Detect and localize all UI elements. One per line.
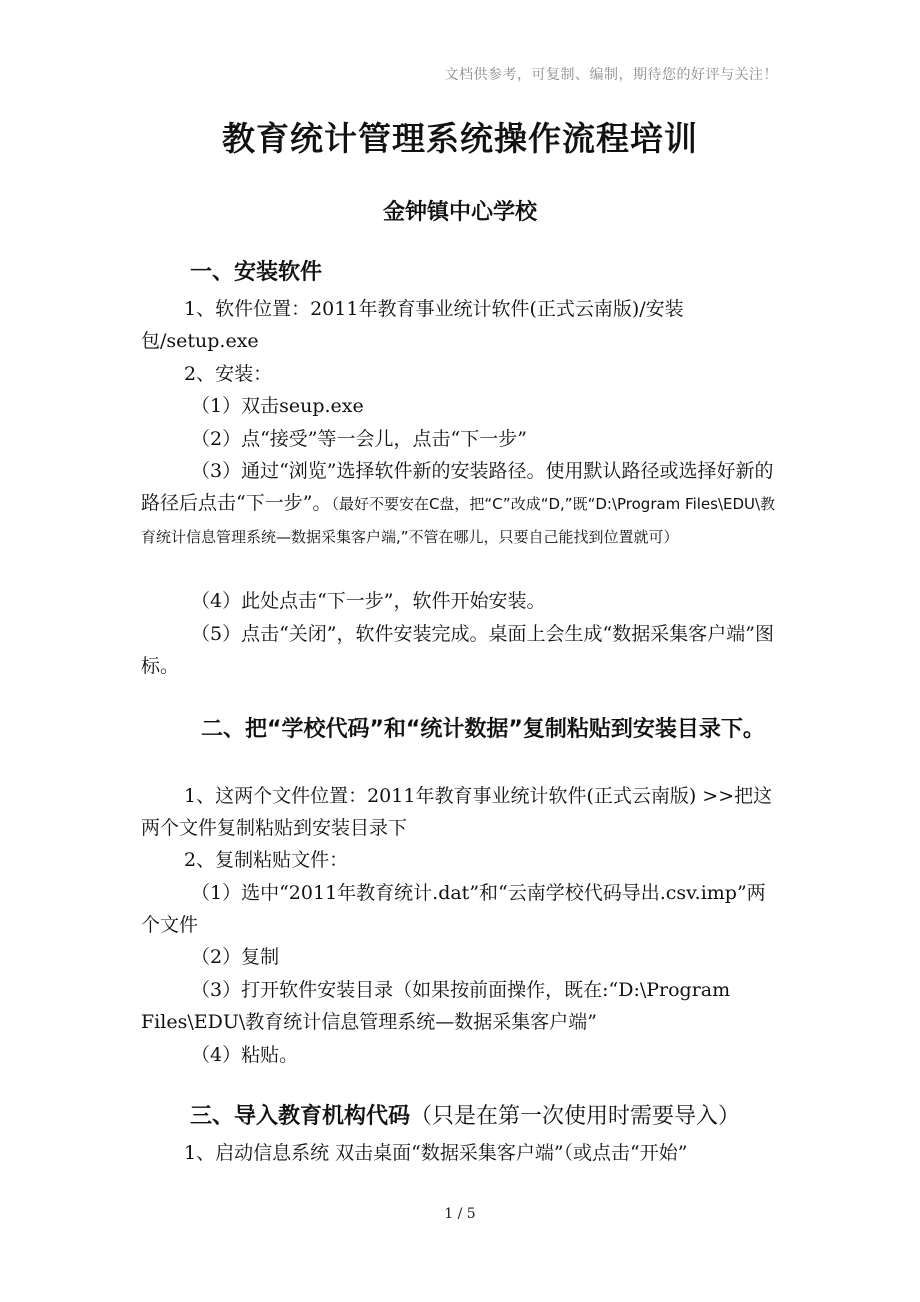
section2-item1: 1、这两个文件位置：2011年教育事业统计软件(正式云南版) >>把这两个文件复制粘贴到安装目录下: [141, 785, 773, 839]
section2-step1: （1）选中“2011年教育统计.dat”和“云南学校代码导出.csv.imp”两个文件: [141, 882, 766, 936]
document-title: 教育统计管理系统操作流程培训: [222, 119, 698, 158]
section1-step2: （2）点“接受”等一会儿，点击“下一步”: [191, 428, 527, 450]
section1-step3-note: （最好不要安在C盘，把“C”改成“D,”既“D:\Program Files\EDU\教育统计信息管理系统—数据采集客户端,”不管在哪儿，只要自己能找到位置就可）: [141, 495, 776, 546]
section1-heading: 一、安装软件: [190, 260, 323, 285]
section1-step4: （4）此处点击“下一步”，软件开始安装。: [191, 590, 546, 612]
section1-step1: （1）双击seup.exe: [191, 395, 364, 417]
section3-heading-note: （只是在第一次使用时需要导入）: [410, 1104, 741, 1129]
page-number: 1 / 5: [444, 1206, 476, 1222]
section2-item2: 2、复制粘贴文件：: [184, 849, 349, 871]
section1-step3: [141, 455, 781, 553]
section2-heading: 二、把“学校代码”和“统计数据”复制粘贴到安装目录下。: [201, 717, 765, 742]
section2-step4: （4）粘贴。: [191, 1044, 299, 1066]
section3-heading: [190, 1100, 830, 1134]
header-note: 文档供参考，可复制、编制，期待您的好评与关注！: [444, 67, 778, 83]
document-subtitle: 金钟镇中心学校: [382, 200, 537, 225]
section1-step5: （5）点击“关闭”，软件安装完成。桌面上会生成“数据采集客户端”图标。: [141, 623, 774, 677]
section2-step3: （3）打开软件安装目录（如果按前面操作，既在:“D:\Program Files\EDU\教育统计信息管理系统—数据采集客户端”: [141, 979, 731, 1033]
section1-step3-text: （3）通过“浏览”选择软件新的安装路径。使用默认路径或选择好新的路径后点击“下一步”。: [141, 460, 774, 514]
section1-item1: 1、软件位置：2011年教育事业统计软件(正式云南版)/安装包/setup.exe: [141, 298, 684, 352]
section1-item2: 2、安装：: [184, 363, 273, 385]
section2-step2: （2）复制: [191, 946, 280, 968]
section3-item1: 1、启动信息系统 双击桌面“数据采集客户端”（或点击“开始”: [184, 1142, 688, 1164]
section3-heading-text: 三、导入教育机构代码: [190, 1104, 411, 1129]
